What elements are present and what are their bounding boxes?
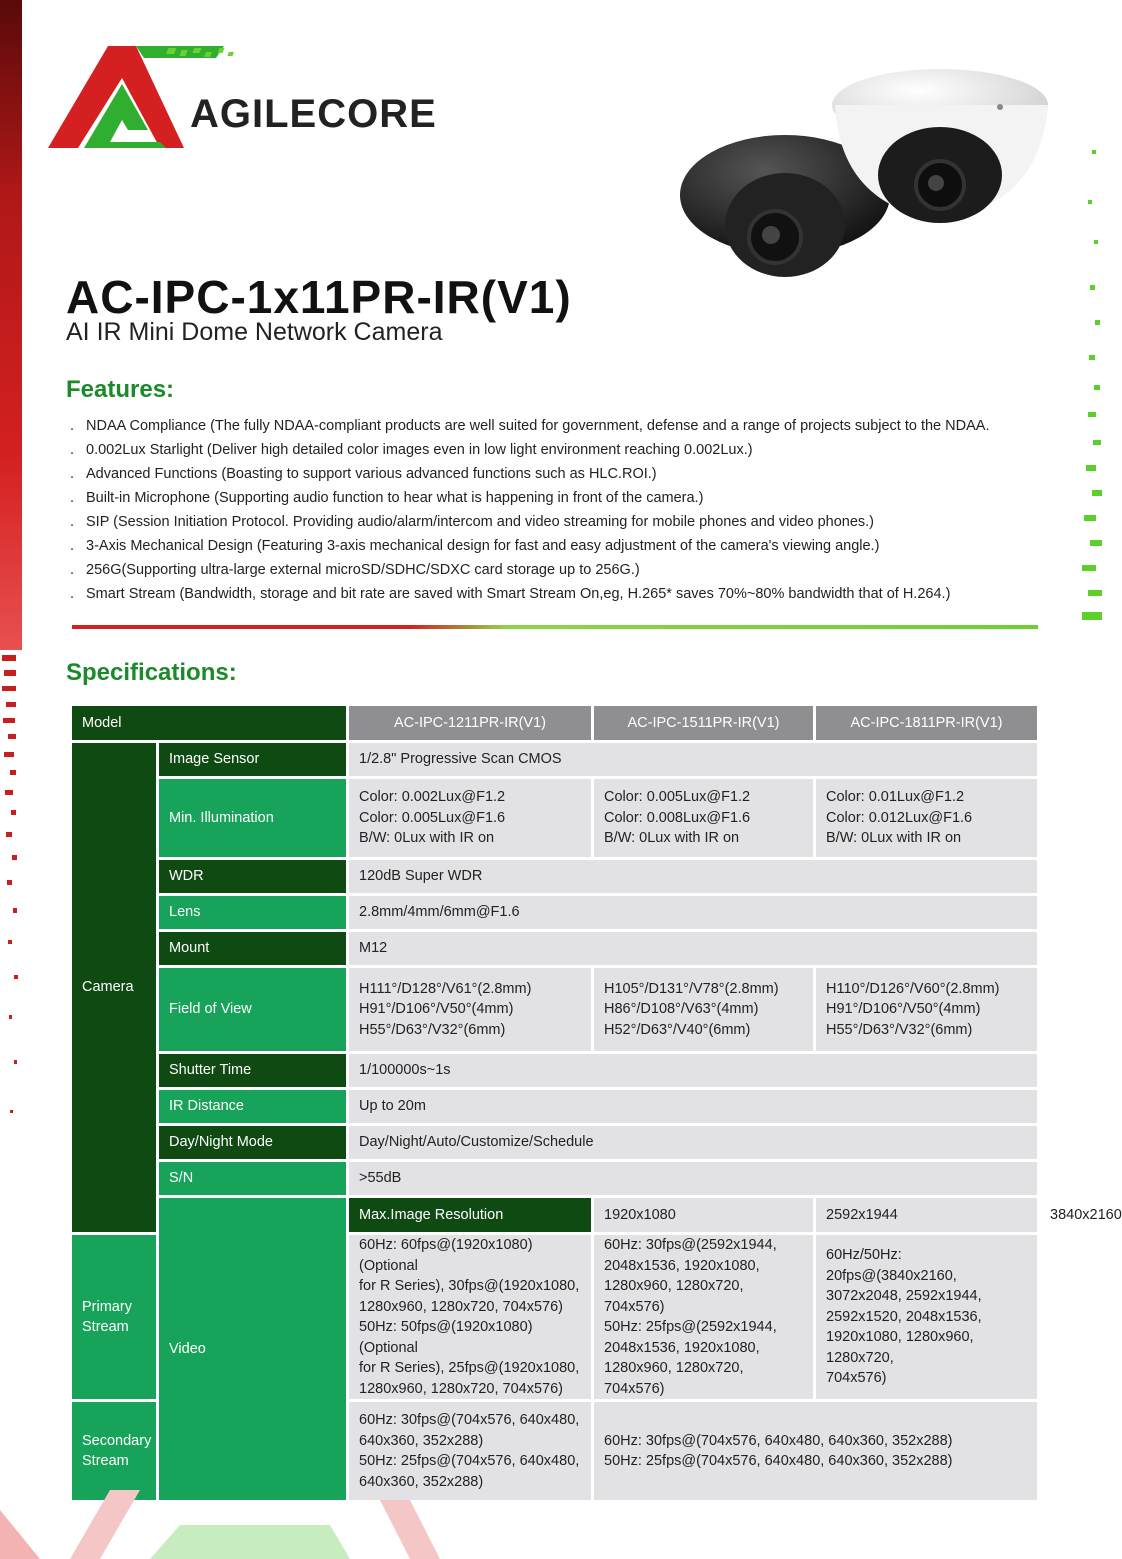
spec-label: Secondary Stream (72, 1402, 156, 1500)
spec-value: H105°/D131°/V78°(2.8mm) H86°/D108°/V63°(4mm) H52°/D63°/V40°(6mm) (594, 968, 813, 1051)
table-row (72, 779, 1040, 857)
model-header: Model (72, 706, 346, 740)
feature-item: . 0.002Lux Starlight (Deliver high detailed color images even in low light environment reaching 0.002Lux.) (70, 442, 753, 458)
left-dot-pattern (0, 650, 22, 1170)
spec-value: H111°/D128°/V61°(2.8mm) H91°/D106°/V50°(4mm) H55°/D63°/V32°(6mm) (349, 968, 591, 1051)
group-video: Video (159, 1198, 346, 1500)
feature-item: . 3-Axis Mechanical Design (Featuring 3-axis mechanical design for fast and easy adjustment of the camera's viewing angle.) (70, 538, 880, 554)
spec-value: 1920x1080 (594, 1198, 813, 1232)
table-row: Video Max.Image Resolution 1920x1080 2592x1944 3840x2160 (72, 1198, 1040, 1232)
bottom-decoration (0, 1490, 1102, 1559)
feature-item: . 256G(Supporting ultra-large external microSD/SDHC/SDXC card storage up to 256G.) (70, 562, 640, 578)
spec-value: 60Hz: 60fps@(1920x1080)(Optional for R Series), 30fps@(1920x1080, 1280x960, 1280x720, 704x576) 50Hz: 50fps@(1920x1080)(Optional for R Series), 25fps@(1920x1080, 1280x960, 1280x720, 704x576) (349, 1235, 591, 1399)
group-camera: Camera (72, 743, 156, 1232)
spec-value: 2592x1944 (816, 1198, 1037, 1232)
table-row (72, 706, 1040, 740)
table-row (72, 968, 1040, 1051)
spec-value: 120dB Super WDR (349, 860, 1037, 893)
spec-label: Field of View (159, 968, 346, 1051)
spec-label: Min. Illumination (159, 779, 346, 857)
product-subtitle: AI IR Mini Dome Network Camera (66, 318, 443, 346)
spec-value: Color: 0.01Lux@F1.2 Color: 0.012Lux@F1.6 B/W: 0Lux with IR on (816, 779, 1037, 857)
table-row (72, 1162, 1040, 1195)
feature-item: . SIP (Session Initiation Protocol. Providing audio/alarm/intercom and video streaming for mobile phones and video phones.) (70, 514, 875, 530)
spec-value: Color: 0.002Lux@F1.2 Color: 0.005Lux@F1.6 B/W: 0Lux with IR on (349, 779, 591, 857)
spec-label: Primary Stream (72, 1235, 156, 1399)
table-row (72, 743, 1040, 776)
spec-label: Day/Night Mode (159, 1126, 346, 1159)
specifications-table (69, 703, 1122, 1503)
table-row (72, 1090, 1040, 1123)
table-row (72, 860, 1040, 893)
table-row (72, 896, 1040, 929)
model-column-3: AC-IPC-1811PR-IR(V1) (816, 706, 1037, 740)
spec-value: 60Hz: 30fps@(2592x1944, 2048x1536, 1920x1080, 1280x960, 1280x720, 704x576) 50Hz: 25fps@(2592x1944, 2048x1536, 1920x1080, 1280x960, 1280x720, 704x576) (594, 1235, 813, 1399)
spec-value: >55dB (349, 1162, 1037, 1195)
specifications-heading: Specifications: (66, 659, 237, 686)
feature-item: . Smart Stream (Bandwidth, storage and bit rate are saved with Smart Stream On,eg, H.265* saves 70%~80% bandwidth that of H.264.) (70, 586, 951, 602)
spec-value: Color: 0.005Lux@F1.2 Color: 0.008Lux@F1.6 B/W: 0Lux with IR on (594, 779, 813, 857)
feature-item: . NDAA Compliance (The fully NDAA-compliant products are well suited for government, defense and a range of projects subject to the NDAA. (70, 418, 990, 434)
model-column-2: AC-IPC-1511PR-IR(V1) (594, 706, 813, 740)
feature-item: . Advanced Functions (Boasting to support various advanced functions such as HLC.ROI.) (70, 466, 657, 482)
spec-value: H110°/D126°/V60°(2.8mm) H91°/D106°/V50°(4mm) H55°/D63°/V32°(6mm) (816, 968, 1037, 1051)
spec-label: S/N (159, 1162, 346, 1195)
spec-label: IR Distance (159, 1090, 346, 1123)
spec-label: Mount (159, 932, 346, 965)
table-row (72, 932, 1040, 965)
spec-value: 60Hz: 30fps@(704x576, 640x480, 640x360, 352x288) 50Hz: 25fps@(704x576, 640x480, 640x360, 352x288) (594, 1402, 1037, 1500)
features-heading: Features: (66, 376, 175, 403)
dome-camera-image (670, 55, 1060, 295)
table-row (72, 1126, 1040, 1159)
spec-label: Lens (159, 896, 346, 929)
feature-item: . Built-in Microphone (Supporting audio function to hear what is happening in front of the camera.) (70, 490, 704, 506)
product-title: AC-IPC-1x11PR-IR(V1) (66, 271, 572, 323)
section-divider (72, 625, 1038, 629)
spec-value: 60Hz: 30fps@(704x576, 640x480, 640x360, 352x288) 50Hz: 25fps@(704x576, 640x480, 640x360, 352x288) (349, 1402, 591, 1500)
features-list (70, 414, 1050, 606)
spec-label: WDR (159, 860, 346, 893)
right-dot-pattern (1080, 0, 1102, 640)
spec-value: 1/100000s~1s (349, 1054, 1037, 1087)
spec-label: Max.Image Resolution (349, 1198, 591, 1232)
spec-value: 2.8mm/4mm/6mm@F1.6 (349, 896, 1037, 929)
left-red-stripe (0, 0, 22, 650)
spec-label: Image Sensor (159, 743, 346, 776)
brand-logo-text: AGILECORE (190, 92, 437, 136)
spec-value: 1/2.8" Progressive Scan CMOS (349, 743, 1037, 776)
spec-value: Up to 20m (349, 1090, 1037, 1123)
table-row (72, 1054, 1040, 1087)
spec-value: Day/Night/Auto/Customize/Schedule (349, 1126, 1037, 1159)
spec-value: M12 (349, 932, 1037, 965)
spec-label: Shutter Time (159, 1054, 346, 1087)
model-column-1: AC-IPC-1211PR-IR(V1) (349, 706, 591, 740)
spec-value: 60Hz/50Hz: 20fps@(3840x2160, 3072x2048, 2592x1944, 2592x1520, 2048x1536, 1920x1080, 1280x960, 1280x720, 704x576) (816, 1235, 1037, 1399)
